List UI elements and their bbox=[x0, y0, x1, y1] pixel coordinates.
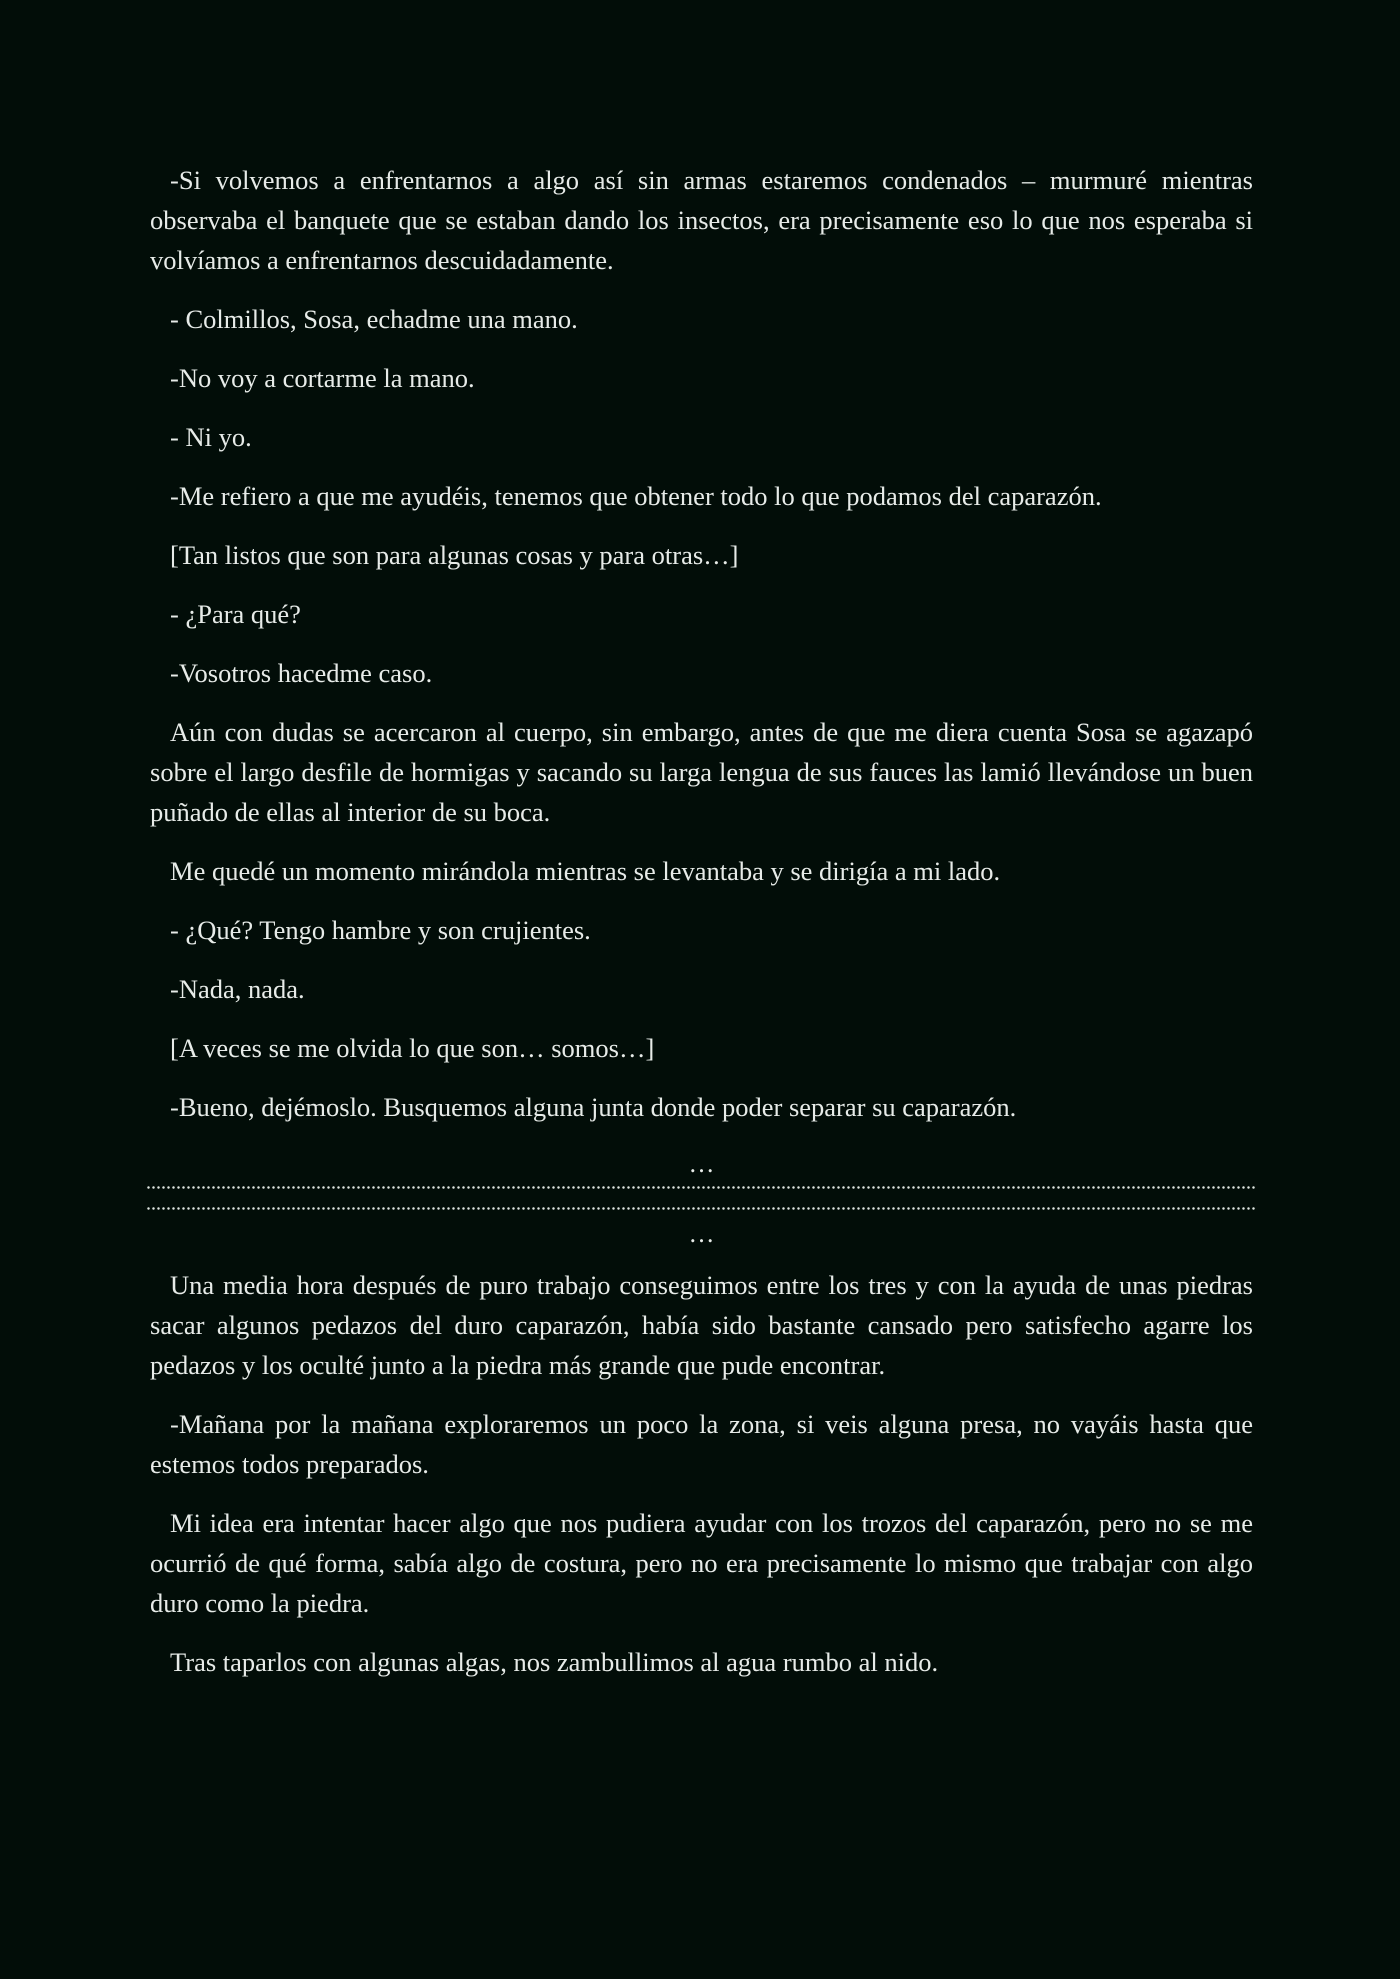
paragraph: Aún con dudas se acercaron al cuerpo, sin embargo, antes de que me diera cuenta Sosa se agazapó sobre el largo desfile de hormigas y sacando su larga lengua de sus fauces las lamió llevándose un buen puñado de ellas al interior de su boca. bbox=[150, 717, 1253, 827]
scene-break-separator bbox=[146, 1146, 1257, 1246]
paragraph: - Colmillos, Sosa, echadme una mano. bbox=[170, 304, 578, 334]
paragraph: Mi idea era intentar hacer algo que nos pudiera ayudar con los trozos del caparazón, pero no se me ocurrió de qué forma, sabía algo de costura, pero no era precisamente lo mismo que trabajar con algo duro como la piedra. bbox=[150, 1508, 1253, 1618]
paragraph: -Nada, nada. bbox=[170, 974, 305, 1004]
separator-ellipsis-top: … bbox=[688, 1149, 715, 1178]
paragraph: [Tan listos que son para algunas cosas y para otras…] bbox=[170, 540, 739, 570]
paragraph: -Me refiero a que me ayudéis, tenemos que obtener todo lo que podamos del caparazón. bbox=[170, 481, 1102, 511]
separator-ellipsis-bottom: … bbox=[688, 1219, 715, 1248]
document-page bbox=[150, 160, 1253, 1701]
paragraph: -Mañana por la mañana exploraremos un poco la zona, si veis alguna presa, no vayáis hasta que estemos todos preparados. bbox=[150, 1409, 1253, 1479]
paragraph: -Bueno, dejémoslo. Busquemos alguna junta donde poder separar su caparazón. bbox=[170, 1092, 1017, 1122]
dotted-rule-top bbox=[146, 1186, 1257, 1189]
paragraph: -Vosotros hacedme caso. bbox=[170, 658, 433, 688]
paragraph: -Si volvemos a enfrentarnos a algo así sin armas estaremos condenados – murmuré mientras observaba el banquete que se estaban dando los insectos, era precisamente eso lo que nos esperaba si volvíamos a enfrentarnos descuidadamente. bbox=[150, 165, 1253, 275]
paragraph: Me quedé un momento mirándola mientras se levantaba y se dirigía a mi lado. bbox=[170, 856, 1001, 886]
paragraph: -No voy a cortarme la mano. bbox=[170, 363, 475, 393]
paragraph: [A veces se me olvida lo que son… somos…] bbox=[170, 1033, 655, 1063]
paragraph: - ¿Para qué? bbox=[170, 599, 301, 629]
paragraph: - ¿Qué? Tengo hambre y son crujientes. bbox=[170, 915, 591, 945]
paragraph: Tras taparlos con algunas algas, nos zambullimos al agua rumbo al nido. bbox=[170, 1647, 939, 1677]
paragraph: - Ni yo. bbox=[170, 422, 252, 452]
paragraph: Una media hora después de puro trabajo conseguimos entre los tres y con la ayuda de unas piedras sacar algunos pedazos del duro caparazón, había sido bastante cansado pero satisfecho agarre los pedazos y los oculté junto a la piedra más grande que pude encontrar. bbox=[150, 1270, 1253, 1380]
dotted-rule-bottom bbox=[146, 1207, 1257, 1210]
